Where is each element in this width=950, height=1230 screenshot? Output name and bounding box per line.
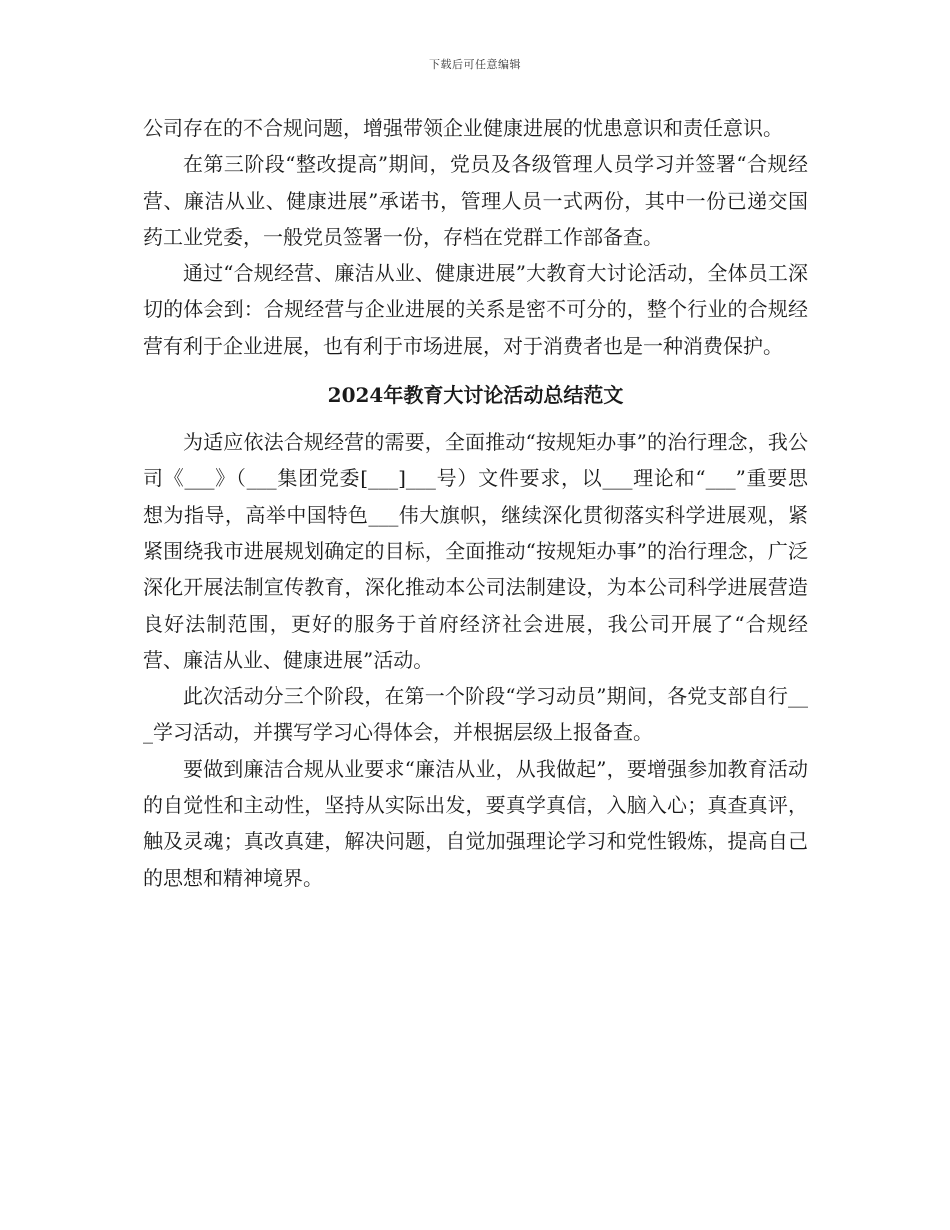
header-note: 下载后可任意编辑 <box>429 58 521 71</box>
paragraph: 通过“合规经营、廉洁从业、健康进展”大教育大讨论活动，全体员工深切的体会到：合规经营与企业进展的关系是密不可分的，整个行业的合规经营有利于企业进展，也有利于市场进展，对于消费者也是一种消费保护。 <box>143 261 808 358</box>
paragraph: 在第三阶段“整改提高”期间，党员及各级管理人员学习并签署“合规经营、廉洁从业、健康进展”承诺书，管理人员一式两份，其中一份已递交国药工业党委，一般党员签署一份，存档在党群工作部备查。 <box>143 152 808 249</box>
paragraph: 为适应依法合规经营的需要，全面推动“按规矩办事”的治行理念，我公司《___》（___集团党委[___]___号）文件要求，以___理论和“___”重要思想为指导，高举中国特色___伟大旗帜，继续深化贯彻落实科学进展观，紧紧围绕我市进展规划确定的目标，全面推动“按规矩办事”的治行理念，广泛深化开展法制宣传教育，深化推动本公司法制建设，为本公司科学进展营造良好法制范围，更好的服务于首府经济社会进展，我公司开展了“合规经营、廉洁从业、健康进展”活动。 <box>143 430 808 672</box>
paragraph: 此次活动分三个阶段，在第一个阶段“学习动员”期间，各党支部自行___学习活动，并撰写学习心得体会，并根据层级上报备查。 <box>143 684 808 745</box>
paragraph-continuation: 公司存在的不合规问题，增强带领企业健康进展的忧患意识和责任意识。 <box>143 116 783 140</box>
paragraph: 要做到廉洁合规从业要求“廉洁从业，从我做起”，要增强参加教育活动的自觉性和主动性，坚持从实际出发，要真学真信，入脑入心；真查真评，触及灵魂；真改真建，解决问题，自觉加强理论学习和党性锻炼，提高自己的思想和精神境界。 <box>143 756 808 890</box>
document-body <box>143 110 808 896</box>
section-title: 2024年教育大讨论活动总结范文 <box>327 383 624 408</box>
